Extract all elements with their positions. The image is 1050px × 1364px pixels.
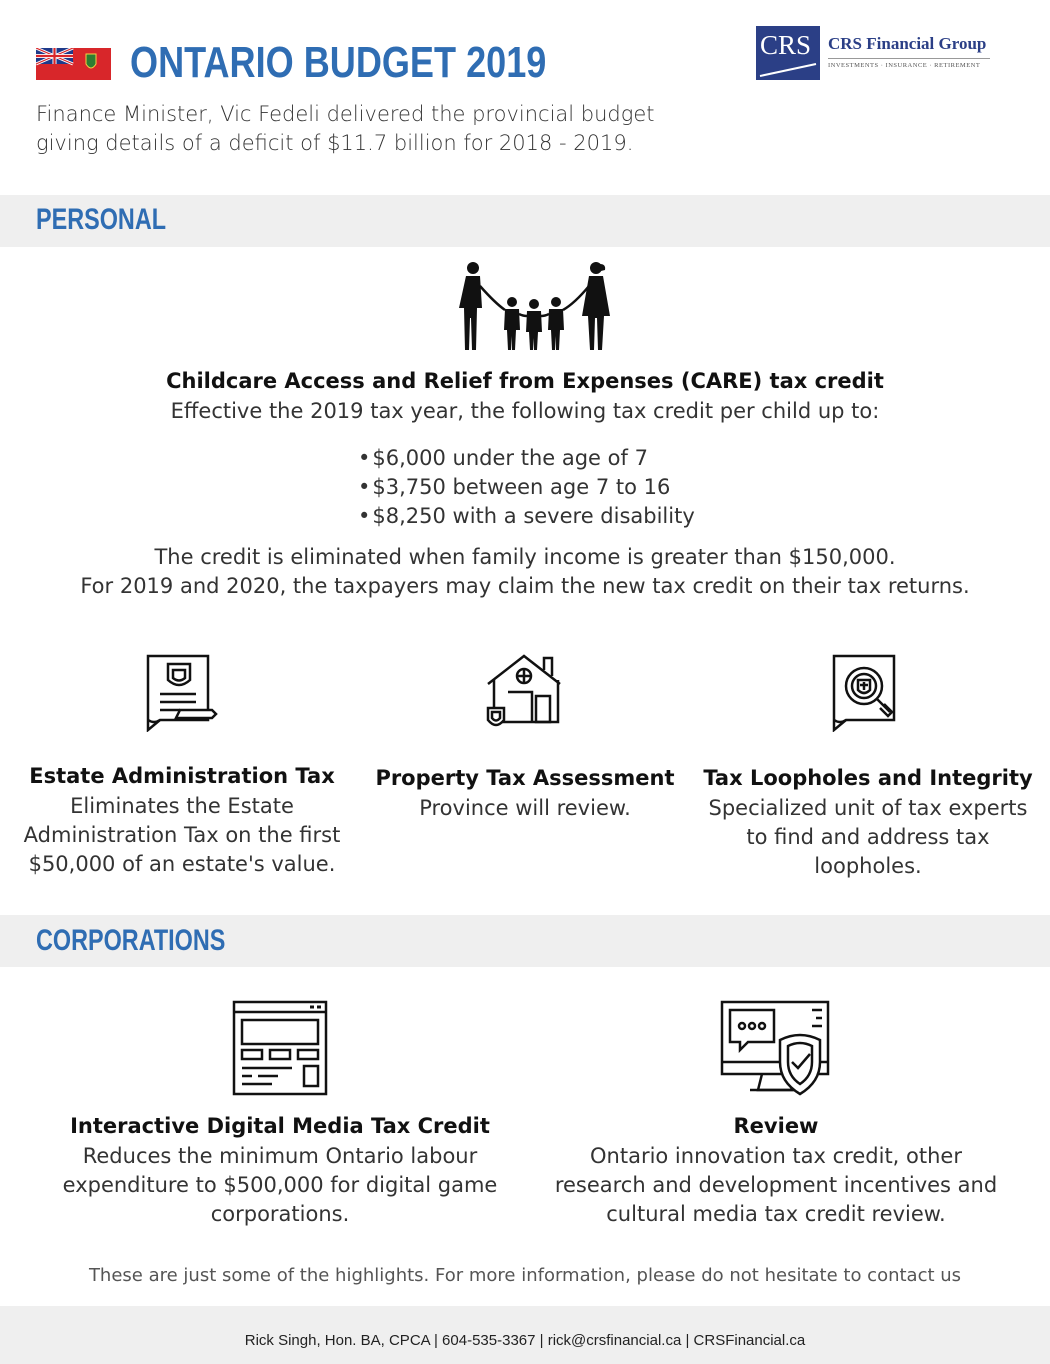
- document-magnifier-icon: [832, 654, 906, 732]
- family-icon: [450, 258, 615, 354]
- text-line: to find and address tax: [746, 825, 990, 849]
- closing-text: These are just some of the highlights. For more information, please do not hesitate to contact us: [88, 1265, 962, 1286]
- text-line: Ontario innovation tax credit, other: [590, 1144, 962, 1168]
- ontario-flag-icon: [36, 48, 111, 80]
- loopholes-heading: Tax Loopholes and Integrity: [703, 766, 1033, 790]
- personal-section-title: PERSONAL: [36, 203, 167, 236]
- property-heading: Property Tax Assessment: [375, 766, 675, 790]
- list-item: • $6,000 under the age of 7: [358, 444, 695, 473]
- page-title: ONTARIO BUDGET 2019: [130, 38, 547, 87]
- text-line: cultural media tax credit review.: [606, 1202, 946, 1226]
- text-line: research and development incentives and: [554, 1173, 998, 1197]
- property-text: [360, 794, 690, 823]
- intro-line: giving details of a deficit of $11.7 billion for 2018 - 2019.: [36, 131, 634, 155]
- estate-text: [20, 792, 344, 879]
- text-line: loopholes.: [814, 854, 922, 878]
- digital-heading: Interactive Digital Media Tax Credit: [70, 1114, 490, 1138]
- document-certificate-icon: [146, 654, 218, 732]
- logo-mark: CRS: [760, 30, 812, 60]
- list-item: • $8,250 with a severe disability: [358, 502, 695, 531]
- text-line: Province will review.: [419, 796, 631, 820]
- logo-name: CRS Financial Group: [828, 34, 987, 53]
- logo-swoosh: [758, 60, 818, 78]
- intro-line: Finance Minister, Vic Fedeli delivered the provincial budget: [36, 102, 655, 126]
- text-line: corporations.: [210, 1202, 350, 1226]
- logo-tagline: INVESTMENTS · INSURANCE · RETIREMENT: [828, 62, 981, 69]
- monitor-shield-icon: [720, 1000, 832, 1096]
- text-line: Specialized unit of tax experts: [708, 796, 1028, 820]
- care-note: The credit is eliminated when family income is greater than $150,000.: [154, 545, 896, 569]
- text-line: Reduces the minimum Ontario labour: [82, 1144, 478, 1168]
- estate-heading: Estate Administration Tax: [29, 764, 335, 788]
- text-line: $50,000 of an estate's value.: [28, 852, 336, 876]
- review-heading: Review: [733, 1114, 819, 1138]
- care-note: For 2019 and 2020, the taxpayers may claim the new tax credit on their tax returns.: [80, 574, 970, 598]
- digital-text: [40, 1142, 520, 1229]
- text-line: Administration Tax on the first: [23, 823, 341, 847]
- house-shield-icon: [484, 652, 564, 734]
- corporations-section-title: CORPORATIONS: [36, 924, 226, 957]
- care-bullet-list: [358, 444, 695, 531]
- intro-text: [36, 100, 655, 158]
- care-heading: Childcare Access and Relief from Expenses (CARE) tax credit: [166, 369, 884, 393]
- logo-divider: [828, 58, 990, 59]
- text-line: expenditure to $500,000 for digital game: [62, 1173, 498, 1197]
- loopholes-text: [700, 794, 1036, 881]
- review-text: [548, 1142, 1004, 1229]
- list-item: • $3,750 between age 7 to 16: [358, 473, 695, 502]
- care-intro: Effective the 2019 tax year, the following tax credit per child up to:: [170, 399, 880, 423]
- contact-footer: Rick Singh, Hon. BA, CPCA | 604-535-3367 | rick@crsfinancial.ca | CRSFinancial.ca: [244, 1332, 806, 1349]
- text-line: Eliminates the Estate: [70, 794, 294, 818]
- web-layout-icon: [232, 1000, 328, 1096]
